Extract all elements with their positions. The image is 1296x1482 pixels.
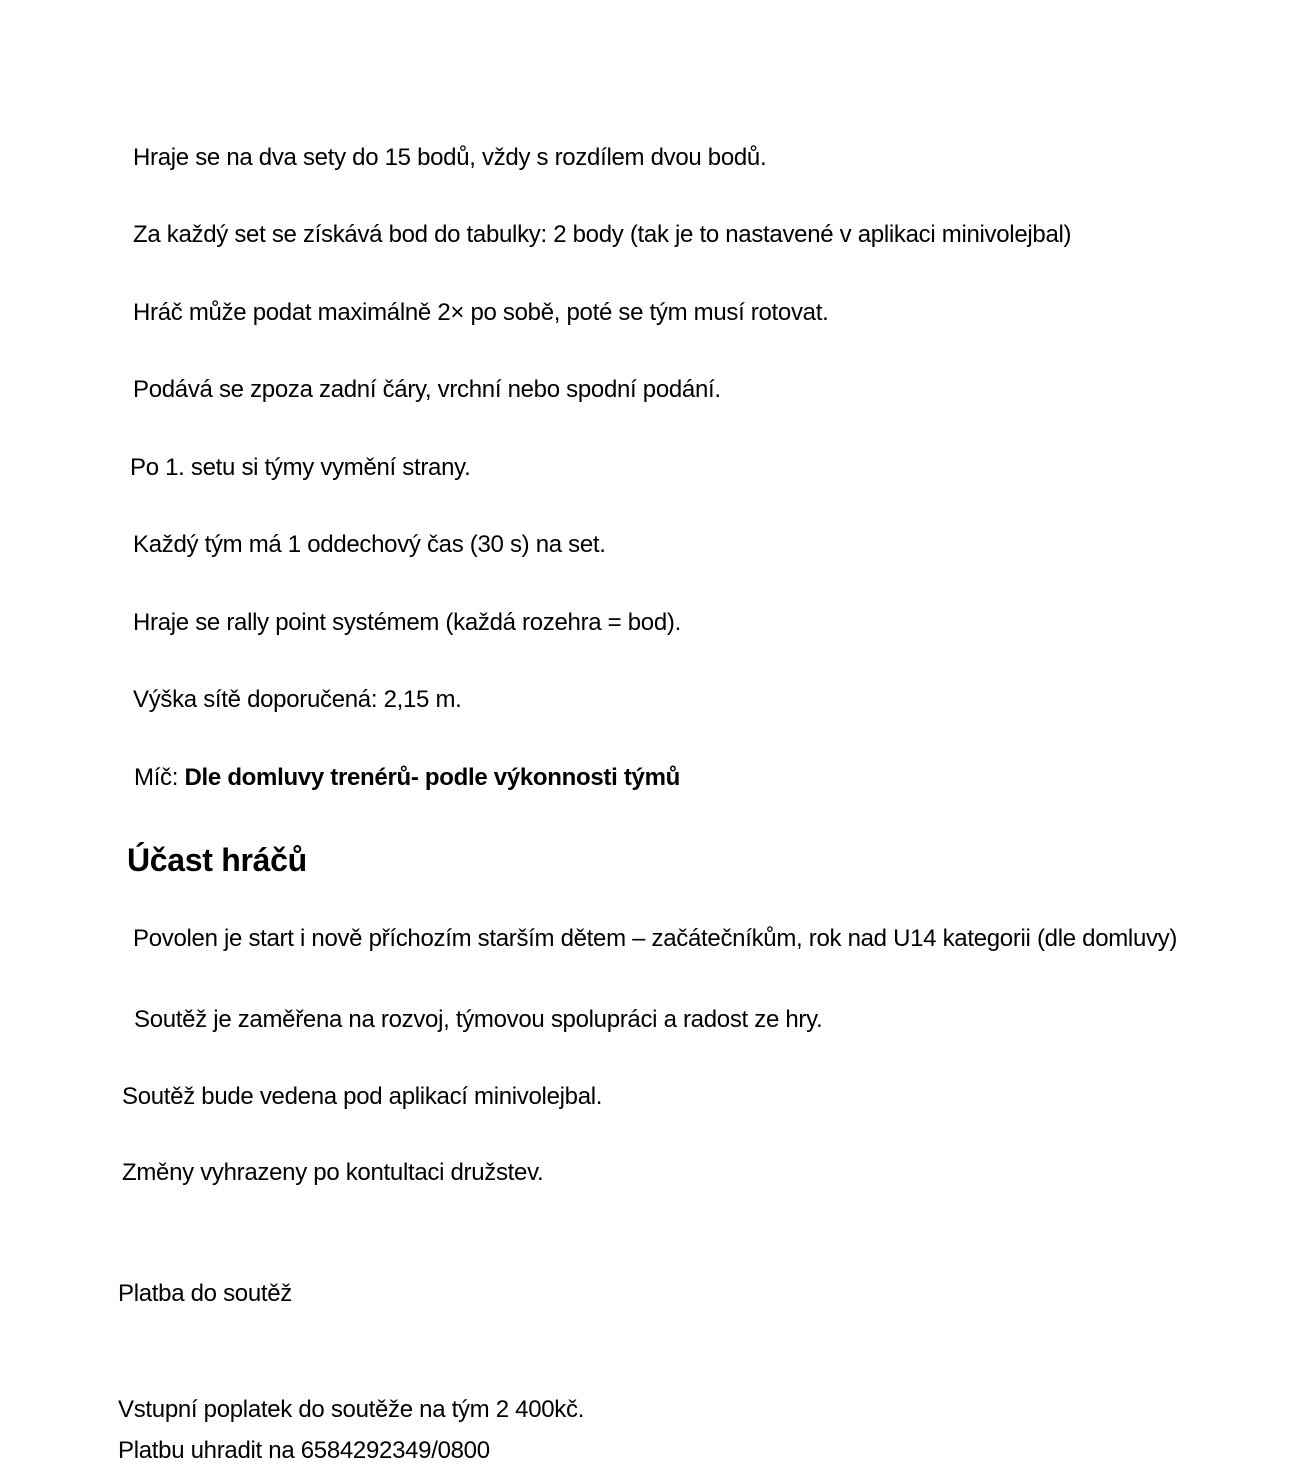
rule-two-sets: Hraje se na dva sety do 15 bodů, vždy s rozdílem dvou bodů. [133,144,767,171]
rule-serve-backline: Podává se zpoza zadní čáry, vrchní nebo spodní podání. [133,376,721,403]
payment-title: Platba do soutěž [118,1280,292,1307]
payment-account-line: Platbu uhradit na 6584292349/0800 [118,1437,490,1464]
participation-app: Soutěž bude vedena pod aplikací minivolejbal. [122,1083,603,1110]
participation-changes: Změny vyhrazeny po kontultaci družstev. [122,1159,544,1186]
participation-focus: Soutěž je zaměřena na rozvoj, týmovou spolupráci a radost ze hry. [134,1006,823,1033]
payment-fee-line: Vstupní poplatek do soutěže na tým 2 400kč. [118,1396,585,1423]
rule-rally-point: Hraje se rally point systémem (každá rozehra = bod). [133,609,681,636]
participation-newcomers: Povolen je start i nově příchozím starším dětem – začátečníkům, rok nad U14 kategorii (dle domluvy) [133,925,1178,952]
rule-ball-label: Míč: [134,764,185,791]
rule-serve-limit: Hráč může podat maximálně 2× po sobě, poté se tým musí rotovat. [133,299,829,326]
rule-timeout: Každý tým má 1 oddechový čas (30 s) na set. [133,531,606,558]
rule-switch-sides: Po 1. setu si týmy vymění strany. [130,454,471,481]
rule-set-points: Za každý set se získává bod do tabulky: 2 body (tak je to nastavené v aplikaci minivolejbal) [133,221,1072,248]
participation-heading: Účast hráčů [127,842,307,878]
rule-net-height: Výška sítě doporučená: 2,15 m. [133,686,462,713]
rule-ball-bold-text: Dle domluvy trenérů- podle výkonnosti týmů [184,764,680,791]
rule-ball [134,764,680,793]
